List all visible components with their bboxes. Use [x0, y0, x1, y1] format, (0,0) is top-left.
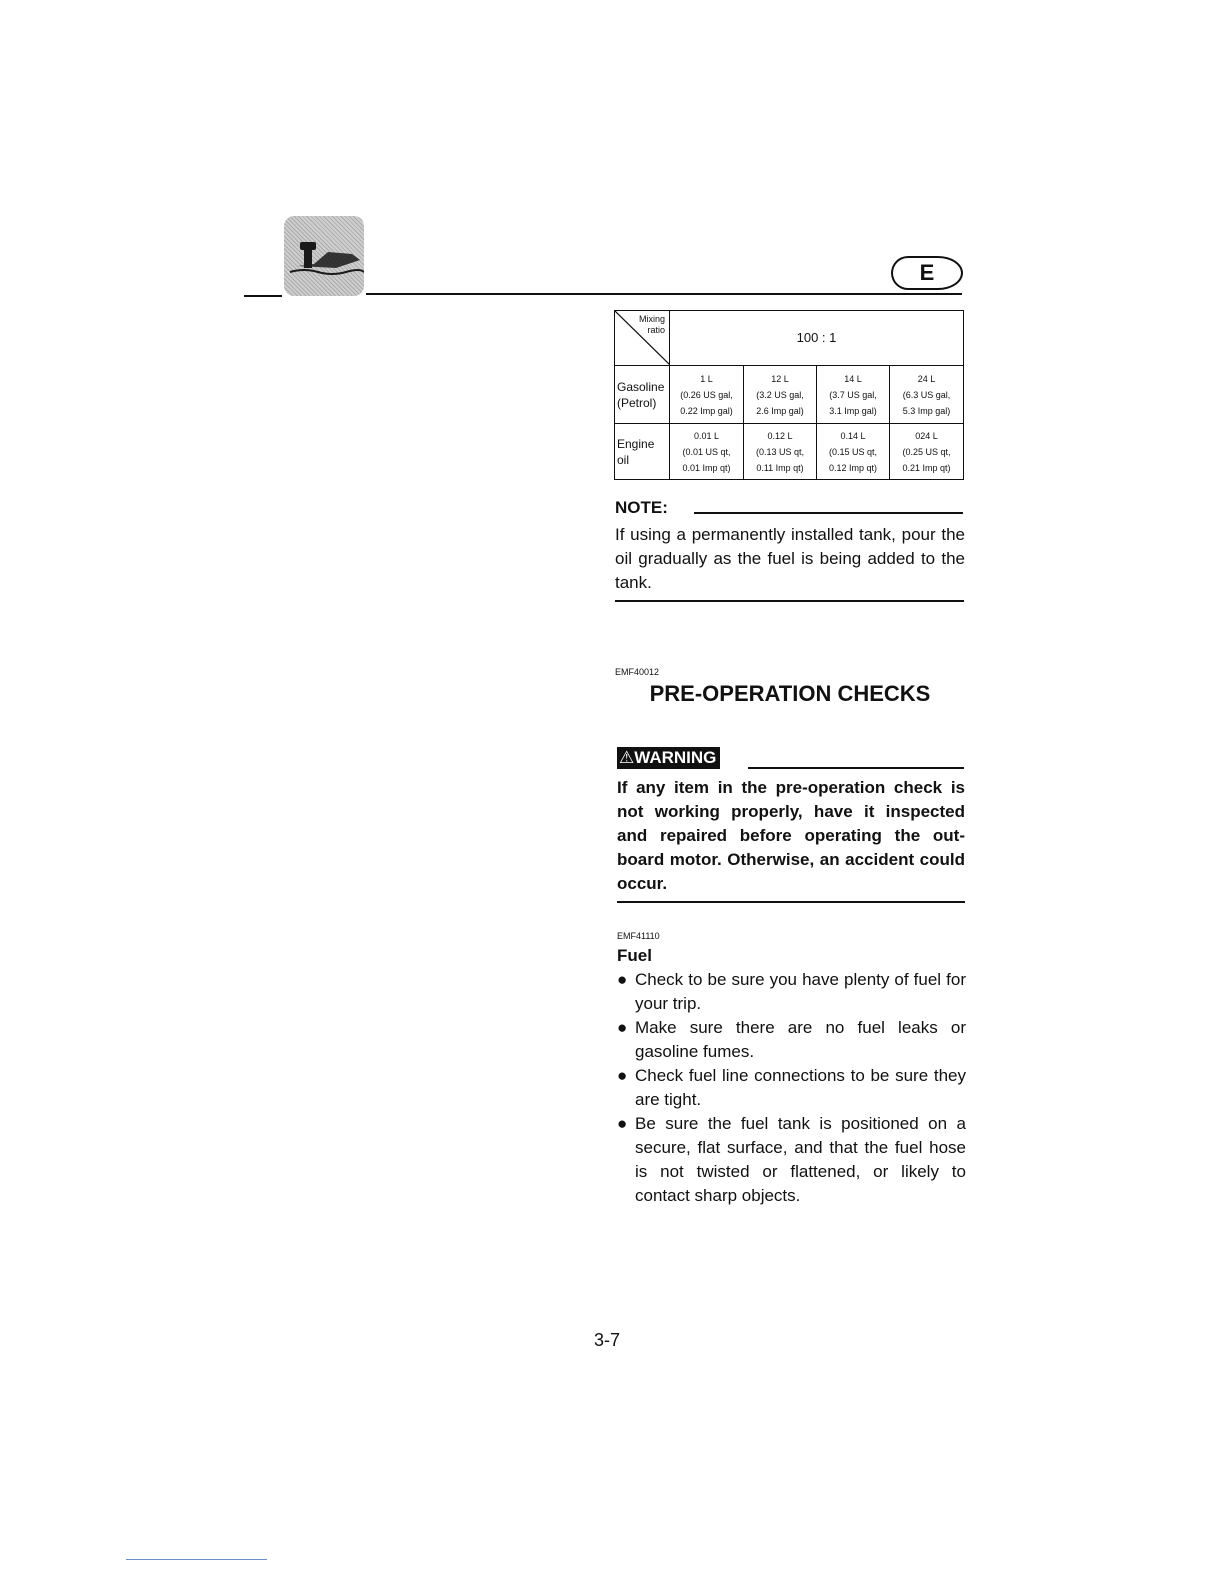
table-cell: 1 L (0.26 US gal, 0.22 Imp gal)	[670, 366, 744, 424]
warning-rule	[748, 767, 964, 769]
list-item: ● Check fuel line connections to be sure they are tight.	[617, 1066, 966, 1109]
section-code: EMF40012	[615, 667, 660, 677]
table-cell: 0.12 L (0.13 US qt, 0.11 Imp qt)	[744, 424, 817, 480]
warning-label: ⚠WARNING	[617, 747, 720, 769]
corner-label-mixing: Mixing	[638, 314, 665, 324]
table-cell: 24 L (6.3 US gal, 5.3 Imp gal)	[890, 366, 964, 424]
mixing-ratio-value: 100 : 1	[670, 311, 964, 366]
footer-rule	[126, 1559, 267, 1560]
header-rule-right	[366, 293, 962, 295]
row-label-engine-oil: Engine oil	[615, 424, 670, 480]
outboard-boat-icon	[284, 216, 364, 296]
row-label-gasoline: Gasoline (Petrol)	[615, 366, 670, 424]
bullet-icon: ●	[617, 970, 628, 989]
corner-label-ratio: ratio	[647, 325, 665, 335]
page-number: 3-7	[594, 1330, 621, 1350]
section-title: PRE-OPERATION CHECKS	[649, 681, 931, 706]
list-item: ● Make sure there are no fuel leaks or gasoline fumes.	[617, 1018, 966, 1061]
note-rule	[694, 512, 963, 514]
mixing-ratio-table	[614, 310, 964, 480]
note-label: NOTE:	[615, 498, 668, 517]
note-text: If using a permanently installed tank, pour the oil gradually as the fuel is being added to the tank.	[615, 525, 965, 592]
header-rule-left	[244, 295, 282, 297]
table-cell: 14 L (3.7 US gal, 3.1 Imp gal)	[817, 366, 890, 424]
list-item: ● Be sure the fuel tank is positioned on a secure, flat surface, and that the fuel hose is not twisted or flattened, or likely to contact sharp objects.	[617, 1114, 966, 1205]
table-cell: 12 L (3.2 US gal, 2.6 Imp gal)	[744, 366, 817, 424]
table-cell: 0.14 L (0.15 US qt, 0.12 Imp qt)	[817, 424, 890, 480]
fuel-section-code: EMF41110	[617, 931, 660, 941]
table-cell: 024 L (0.25 US qt, 0.21 Imp qt)	[890, 424, 964, 480]
warning-bottom-rule	[617, 901, 965, 903]
table-corner-cell	[615, 311, 670, 366]
table-cell: 0.01 L (0.01 US qt, 0.01 Imp qt)	[670, 424, 744, 480]
bullet-icon: ●	[617, 1018, 628, 1037]
note-bottom-rule	[615, 600, 964, 602]
warning-text: If any item in the pre-operation check is not working properly, have it inspected and repaired before operating the out-board motor. Otherwise, an accident could occur.	[617, 778, 965, 893]
bullet-icon: ●	[617, 1114, 628, 1133]
list-item: ● Check to be sure you have plenty of fuel for your trip.	[617, 970, 966, 1013]
bullet-icon: ●	[617, 1066, 628, 1085]
fuel-heading: Fuel	[617, 946, 652, 965]
language-badge: E	[891, 256, 963, 290]
fuel-checklist	[617, 968, 966, 1208]
